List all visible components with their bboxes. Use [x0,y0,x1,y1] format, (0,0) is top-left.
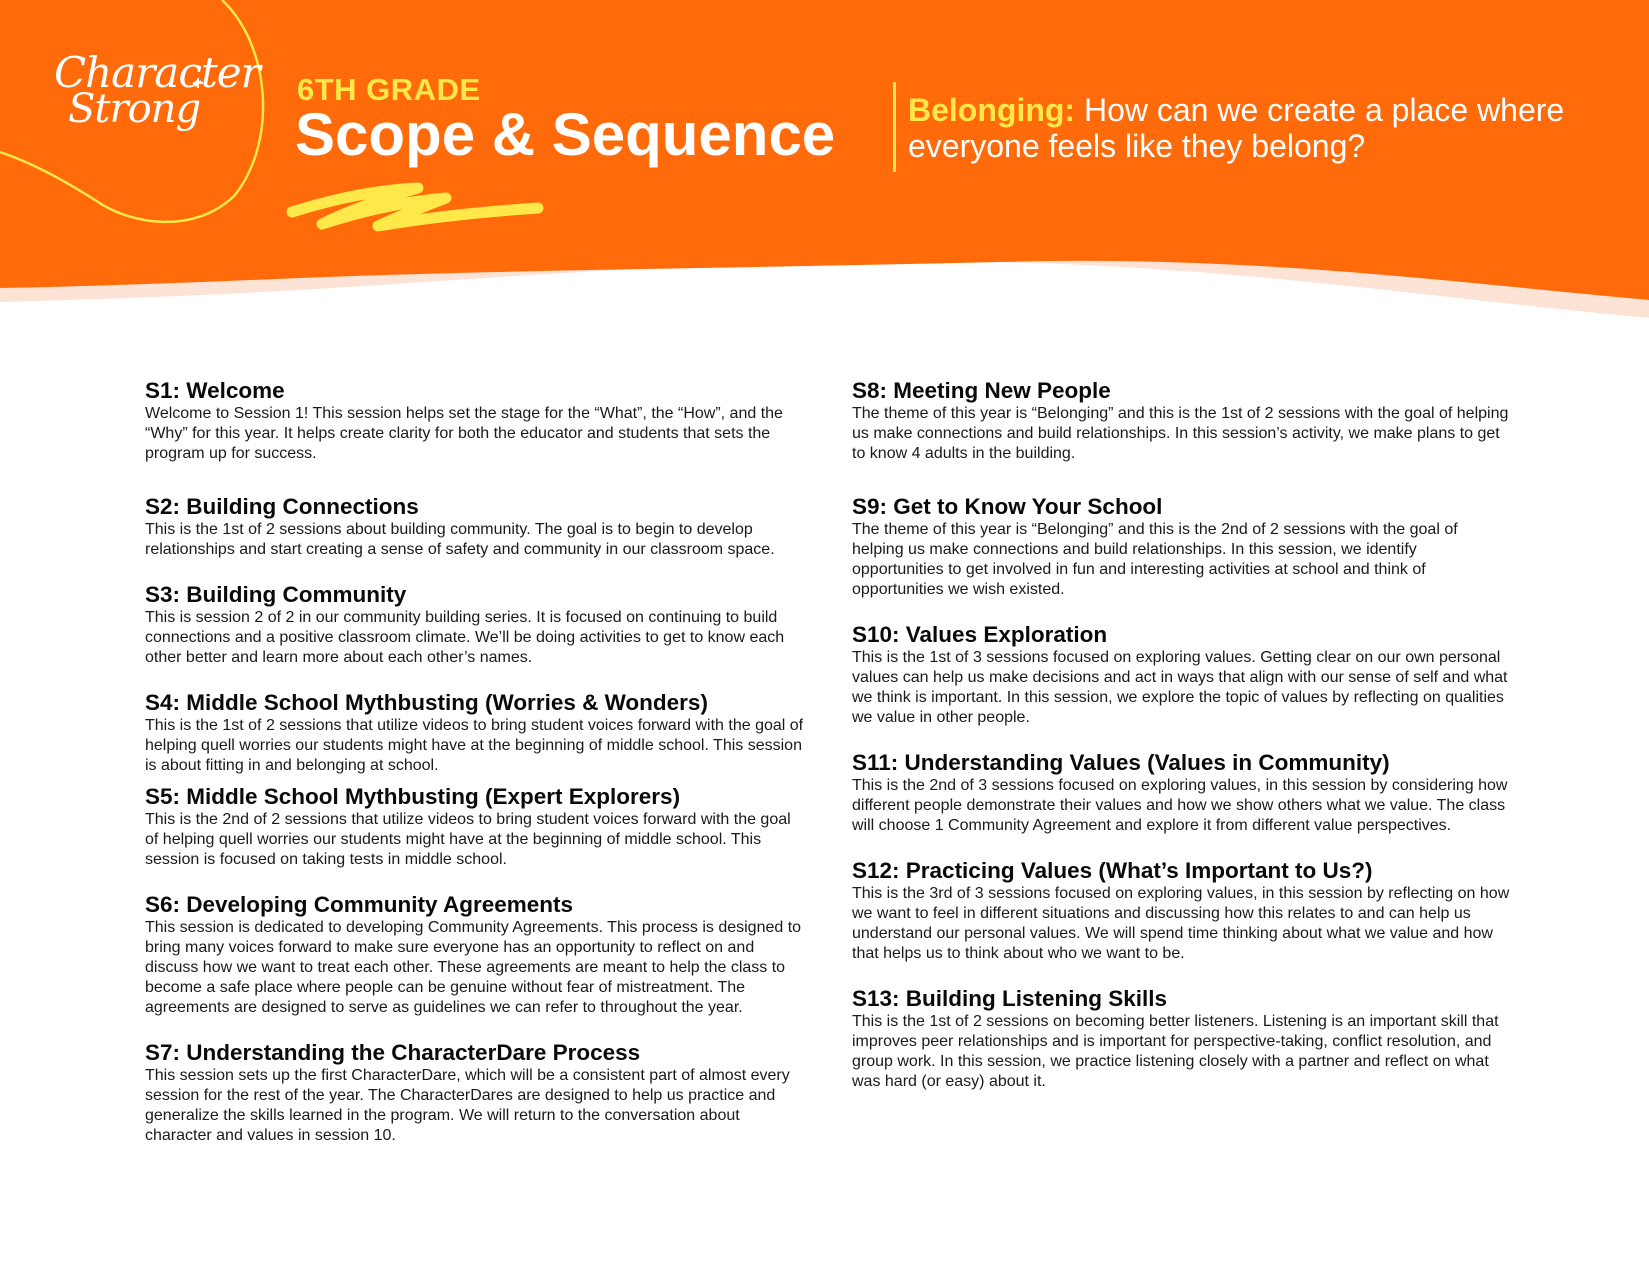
session-s5 [145,784,805,870]
session-s11 [852,750,1512,836]
session-s4 [145,690,805,776]
session-title: S4: Middle School Mythbusting (Worries & Wonders) [145,690,708,715]
header-banner [0,0,1649,340]
session-title: S7: Understanding the CharacterDare Process [145,1040,641,1065]
session-description: This is session 2 of 2 in our community building series. It is focused on continuing to build connections and a positive classroom climate. We’ll be doing activities to get to know each other better and learn more about each other’s names. [145,609,785,666]
session-description: This is the 2nd of 3 sessions focused on exploring values, in this session by considering how different people demonstrate their values and how we show others what we value. The class will choose 1 Community Agreement and explore it from different value perspectives. [852,777,1508,834]
session-title: S10: Values Exploration [852,622,1108,647]
session-description: This is the 3rd of 3 sessions focused on exploring values, in this session by reflecting on how we want to feel in different situations and discussing how this relates to and can help us understand our personal values. We will spend time thinking about what we value and how that helps us to think about who we want to be. [852,885,1510,962]
logo-line-2: Strong [68,86,201,132]
session-s9 [852,494,1512,600]
theme-label: Belonging: [908,92,1076,128]
session-title: S6: Developing Community Agreements [145,892,573,917]
session-s10 [852,622,1512,728]
session-description: This session sets up the first CharacterDare, which will be a consistent part of almost every session for the rest of the year. The CharacterDares are designed to help us practice and generalize the skills learned in the program. We will return to the conversation about character and values in session 10. [145,1067,790,1144]
session-description: This is the 1st of 3 sessions focused on exploring values. Getting clear on our own personal values can help us make decisions and act in ways that align with our sense of self and what we think is important. In this session, we explore the topic of values by reflecting on qualities we value in other people. [852,649,1508,726]
session-s3 [145,582,805,668]
session-title: S11: Understanding Values (Values in Community) [852,750,1390,775]
session-title: S13: Building Listening Skills [852,986,1168,1011]
theme-question: How can we create a place where everyone feels like they belong? [908,92,1565,164]
session-s8 [852,378,1512,464]
page-title: Scope & Sequence [295,101,836,168]
session-description: The theme of this year is “Belonging” and this is the 2nd of 2 sessions with the goal of helping us make connections and build relationships. In this session, we identify opportunities to get involved in fun and interesting activities at school and think of opportunities we wish existed. [852,521,1458,598]
session-description: Welcome to Session 1! This session helps set the stage for the “What”, the “How”, and the “Why” for this year. It helps create clarity for both the educator and students that sets the program up for success. [145,405,783,462]
theme-statement [908,92,1568,164]
session-title: S3: Building Community [145,582,407,607]
session-title: S12: Practicing Values (What’s Important to Us?) [852,858,1373,883]
characterstrong-logo [50,48,260,138]
session-description: This is the 1st of 2 sessions that utilize videos to bring student voices forward with the goal of helping quell worries our students might have at the beginning of middle school. This session is about fitting in and belonging at school. [145,717,804,774]
session-description: The theme of this year is “Belonging” and this is the 1st of 2 sessions with the goal of helping us make connections and build relationships. In this session’s activity, we make plans to get to know 4 adults in the building. [852,405,1509,462]
grade-label: 6TH GRADE [297,72,481,107]
header-divider [893,82,896,172]
session-description: This session is dedicated to developing Community Agreements. This process is designed to bring many voices forward to make sure everyone has an opportunity to reflect on and discuss how we want to treat each other. These agreements are meant to help the class to become a safe place where people can be genuine without fear of mistreatment. The agreements are designed to serve as guidelines we can refer to throughout the year. [145,919,802,1016]
session-description: This is the 1st of 2 sessions about building community. The goal is to begin to develop relationships and start creating a sense of safety and community in our classroom space. [145,521,775,558]
session-title: S8: Meeting New People [852,378,1111,403]
session-title: S1: Welcome [145,378,285,403]
session-s7 [145,1040,805,1146]
session-s13 [852,986,1512,1092]
session-s12 [852,858,1512,964]
session-title: S2: Building Connections [145,494,419,519]
session-s2 [145,494,805,560]
sessions-column-left [145,378,805,1146]
session-title: S5: Middle School Mythbusting (Expert Explorers) [145,784,681,809]
session-s6 [145,892,805,1018]
session-description: This is the 1st of 2 sessions on becoming better listeners. Listening is an important skill that improves peer relationships and is important for perspective-taking, conflict resolution, and group work. In this session, we practice listening closely with a partner and reflect on what was hard (or easy) about it. [852,1013,1499,1090]
sessions-column-right [852,378,1512,1092]
logo-line-1: Character [54,48,260,97]
session-description: This is the 2nd of 2 sessions that utilize videos to bring student voices forward with the goal of helping quell worries our students might have at the beginning of middle school. This session is focused on taking tests in middle school. [145,811,791,868]
session-s1 [145,378,805,464]
session-title: S9: Get to Know Your School [852,494,1163,519]
